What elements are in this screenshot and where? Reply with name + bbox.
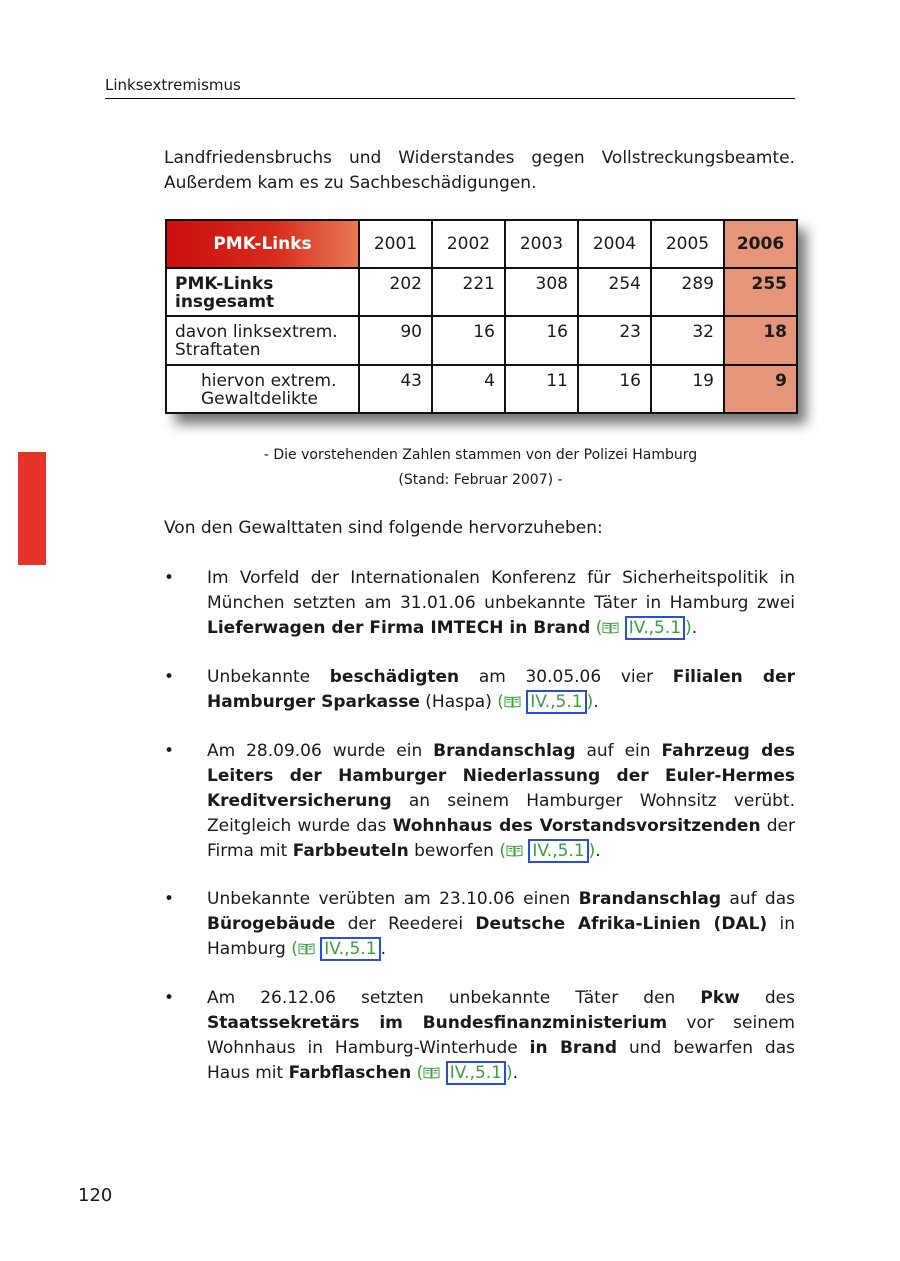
- table-cell: 16: [578, 365, 651, 413]
- table-row: [166, 365, 797, 413]
- reference-link[interactable]: IV.,5.1: [446, 1061, 506, 1085]
- text-run: (Haspa): [419, 692, 498, 712]
- table-cell: 19: [651, 365, 724, 413]
- table-cell-highlight: 18: [724, 316, 797, 364]
- bullet-marker: •: [164, 667, 175, 687]
- text-run: Am 26.12.06 setzten unbekannte Täter den: [207, 988, 701, 1008]
- table-cell-highlight: 255: [724, 268, 797, 316]
- bullet-marker: •: [164, 741, 175, 761]
- table-header-label: PMK-Links: [166, 220, 359, 268]
- bold-run: Deutsche Afrika-Linien (DAL): [475, 914, 768, 934]
- bullet-marker: •: [164, 988, 175, 1008]
- statistics-table: [165, 219, 798, 414]
- list-item: Im Vorfeld der Internationalen Konferenz für Sicherheitspolitik in München setzten am 31.01.06 unbekannte Täter in Hamburg zwei Lieferwagen der Firma IMTECH in Brand ( IV.,5.1 ).: [207, 568, 795, 638]
- list-item: Unbekannte verübten am 23.10.06 einen Brandanschlag auf das Bürogebäude der Reederei Deutsche Afrika-Linien (DAL) in Hamburg ( IV.,5.1 .: [207, 889, 795, 959]
- bullet-marker: •: [164, 568, 175, 588]
- text-run: am 30.05.06 vier: [459, 667, 673, 687]
- bold-run: Lieferwagen der Firma IMTECH in Brand: [207, 618, 591, 638]
- caption-line: - Die vorstehenden Zahlen stammen von der Polizei Hamburg: [263, 447, 698, 463]
- reference-link[interactable]: IV.,5.1: [528, 839, 588, 863]
- bold-run: Brandanschlag: [578, 889, 722, 909]
- row-label: davon linksextrem. Straftaten: [166, 316, 359, 364]
- table-row: [166, 316, 797, 364]
- text-run: beworfen: [408, 841, 500, 861]
- lead-paragraph: Von den Gewalttaten sind folgende hervorzuheben:: [164, 518, 603, 538]
- bold-run: Bürogebäude: [207, 914, 336, 934]
- caption-line: (Stand: Februar 2007) -: [398, 472, 563, 488]
- bold-run: Staatssekretärs im Bundesfinanzministerium: [207, 1013, 668, 1033]
- book-icon: [506, 844, 523, 857]
- bold-run: Farbbeuteln: [292, 841, 409, 861]
- chapter-side-tab: [18, 452, 46, 565]
- table-header-year: 2004: [578, 220, 651, 268]
- text-run: Im Vorfeld der Internationalen Konferenz für Sicherheitspolitik in München setzten am 31.01.06 unbekannte Täter in Hamburg zwei: [207, 568, 795, 613]
- bold-run: Filialen der Hamburger Sparkasse: [207, 667, 795, 712]
- table-header-year: 2003: [505, 220, 578, 268]
- bold-run: beschädigten: [329, 667, 460, 687]
- table-cell: 11: [505, 365, 578, 413]
- list-item: Am 28.09.06 wurde ein Brandanschlag auf ein Fahrzeug des Leiters der Hamburger Niederlassung der Euler-Hermes Kreditversicherung an seinem Hamburger Wohnsitz verübt. Zeitgleich wurde das Wohnhaus des Vorstandsvorsitzenden der Firma mit Farbbeuteln beworfen ( IV.,5.1 ).: [207, 741, 795, 861]
- reference-link[interactable]: IV.,5.1: [526, 690, 586, 714]
- bold-run: Brandanschlag: [433, 741, 576, 761]
- bold-run: Fahrzeug des Leiters der Hamburger Niederlassung der Euler-Hermes Kreditversicherung: [207, 741, 795, 811]
- intro-paragraph: Landfriedensbruchs und Widerstandes gegen Vollstreckungsbeamte. Außerdem kam es zu Sachbeschädigungen.: [164, 148, 795, 193]
- book-icon: [602, 621, 619, 634]
- table-header-year: 2005: [651, 220, 724, 268]
- text-run: der Reederei: [335, 914, 476, 934]
- header-rule: [105, 98, 795, 99]
- bold-run: Wohnhaus des Vorstandsvorsitzenden: [392, 816, 761, 836]
- reference-link[interactable]: IV.,5.1: [625, 616, 685, 640]
- book-icon: [504, 695, 521, 708]
- bold-run: in Brand: [529, 1038, 618, 1058]
- list-item: Am 26.12.06 setzten unbekannte Täter den Pkw des Staatssekretärs im Bundesfinanzministerium vor seinem Wohnhaus in Hamburg-Winterhude in Brand und bewarfen das Haus mit Farbflaschen ( IV.,5.1 ).: [207, 988, 795, 1083]
- text-run: in Hamburg: [207, 914, 795, 959]
- text-run: des: [739, 988, 795, 1008]
- cross-reference[interactable]: ( IV.,5.1 ): [416, 1063, 513, 1083]
- book-icon: [298, 942, 315, 955]
- table-cell: 4: [432, 365, 505, 413]
- cross-reference[interactable]: ( IV.,5.1 ): [499, 841, 596, 861]
- reference-link[interactable]: IV.,5.1: [320, 937, 380, 961]
- table-header-year: 2002: [432, 220, 505, 268]
- text-run: Unbekannte verübten am 23.10.06 einen: [207, 889, 579, 909]
- text-run: auf ein: [575, 741, 662, 761]
- table-cell: 90: [359, 316, 432, 364]
- table-row: [166, 268, 797, 316]
- page-number: 120: [78, 1185, 113, 1206]
- text-run: der Firma mit: [207, 816, 795, 861]
- table-cell: 43: [359, 365, 432, 413]
- table-header-year: 2001: [359, 220, 432, 268]
- table-cell: 16: [505, 316, 578, 364]
- table-caption: [165, 443, 796, 493]
- text-run: Am 28.09.06 wurde ein: [207, 741, 434, 761]
- book-icon: [423, 1066, 440, 1079]
- table-cell: 254: [578, 268, 651, 316]
- table-header-row: [166, 220, 797, 268]
- text-run: Unbekannte: [207, 667, 330, 687]
- text-run: [411, 1063, 416, 1083]
- cross-reference[interactable]: ( IV.,5.1: [291, 939, 380, 959]
- text-run: auf das: [721, 889, 795, 909]
- table-cell-highlight: 9: [724, 365, 797, 413]
- table-header-year-highlight: 2006: [724, 220, 797, 268]
- table-cell: 16: [432, 316, 505, 364]
- text-run: vor seinem Wohnhaus in Hamburg-Winterhude: [207, 1013, 795, 1058]
- running-head: Linksextremismus: [105, 76, 241, 94]
- bullet-marker: •: [164, 889, 175, 909]
- text-run: und bewarfen das Haus mit: [207, 1038, 795, 1083]
- table-cell: 202: [359, 268, 432, 316]
- statistics-table-wrapper: [165, 219, 796, 414]
- table-cell: 32: [651, 316, 724, 364]
- row-label: PMK-Links insgesamt: [166, 268, 359, 316]
- table-cell: 23: [578, 316, 651, 364]
- bold-run: Farbflaschen: [288, 1063, 412, 1083]
- table-cell: 308: [505, 268, 578, 316]
- table-cell: 221: [432, 268, 505, 316]
- list-item: Unbekannte beschädigten am 30.05.06 vier Filialen der Hamburger Sparkasse (Haspa) ( IV.,5.1 ).: [207, 667, 795, 712]
- row-label: hiervon extrem. Gewaltdelikte: [166, 365, 359, 413]
- cross-reference[interactable]: ( IV.,5.1 ): [497, 692, 594, 712]
- text-run: an seinem Hamburger Wohnsitz verübt. Zeitgleich wurde das: [207, 791, 795, 836]
- cross-reference[interactable]: ( IV.,5.1 ): [590, 618, 692, 638]
- table-cell: 289: [651, 268, 724, 316]
- bold-run: Pkw: [700, 988, 740, 1008]
